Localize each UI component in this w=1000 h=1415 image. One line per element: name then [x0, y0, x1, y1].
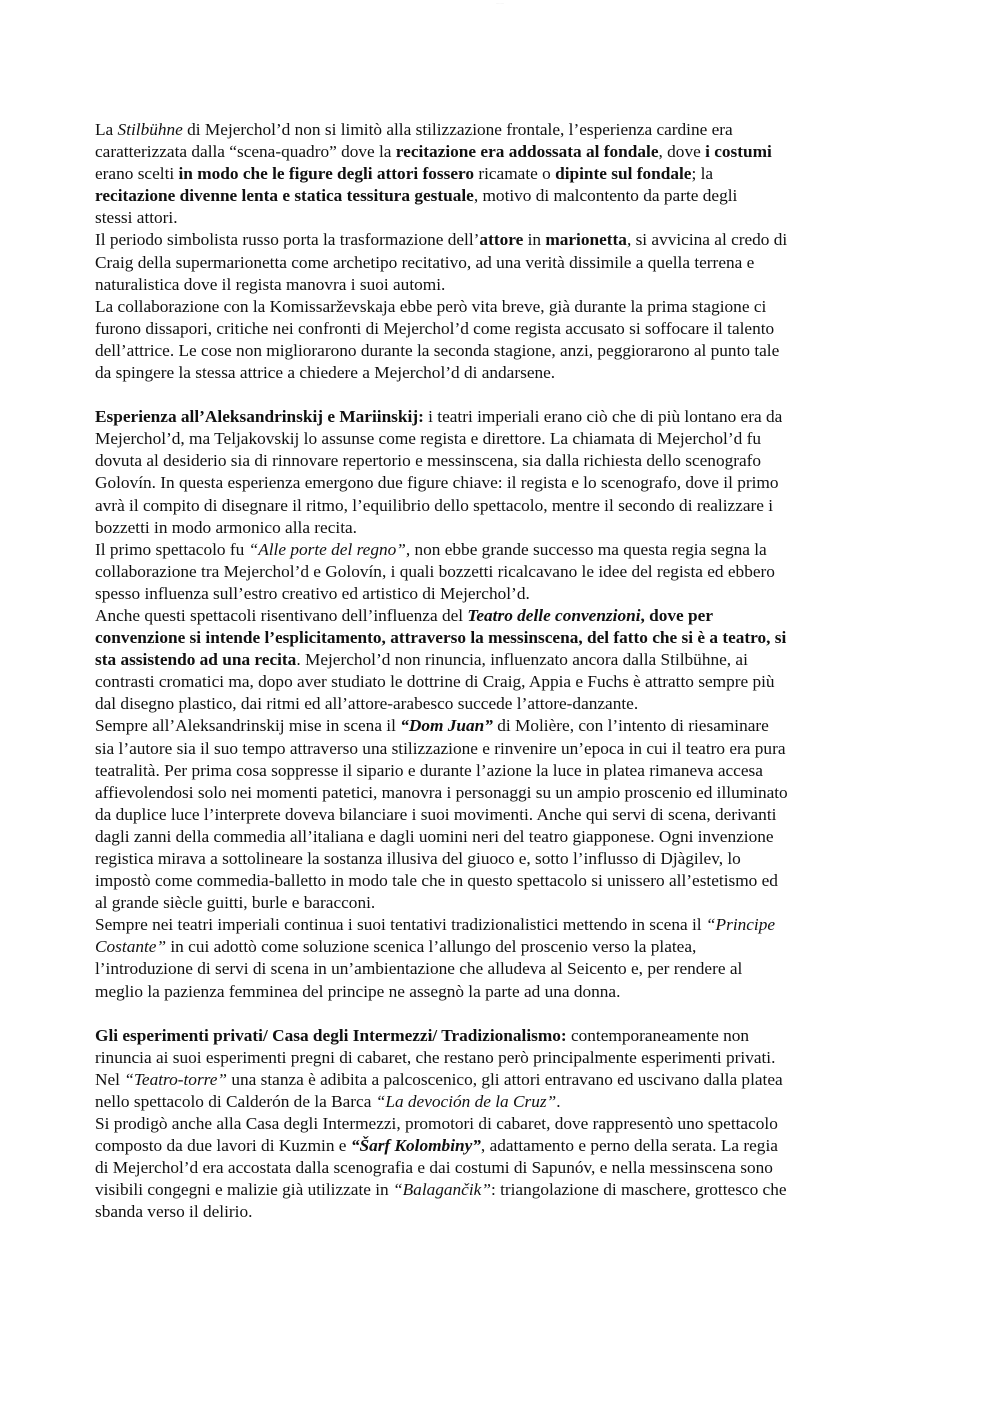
- text-line: [95, 252, 910, 274]
- italic-text: “La devoción de la Cruz”: [375, 1091, 557, 1111]
- body-text: naturalistica dove il regista manovra i suoi automi.: [95, 274, 446, 294]
- italic-text: “Balagančik”: [393, 1180, 491, 1200]
- body-text: dovuta al desiderio sia di rinnovare repertorio e messinscena, sia dalla richiesta dello scenografo: [95, 451, 762, 471]
- bold-text: i costumi: [705, 142, 772, 162]
- body-text: ricamate o: [474, 164, 556, 184]
- text-line: [95, 738, 910, 760]
- text-line: [95, 826, 910, 848]
- body-text: La collaborazione con la Komissarževskaja ebbe però vita breve, già durante la prima stagione ci: [95, 296, 767, 316]
- body-text: teatralità. Per prima cosa soppresse il sipario e durante l’azione la luce in platea rimaneva accesa: [95, 760, 763, 780]
- bold-text: Esperienza all’Aleksandrinskij e Mariinskij:: [95, 407, 424, 427]
- body-text: di Molière, con l’intento di riesaminare: [492, 716, 769, 736]
- text-line: [95, 583, 910, 605]
- body-text: sbanda verso il delirio.: [95, 1202, 253, 1222]
- body-text: contemporaneamente non: [566, 1025, 749, 1045]
- text-line: [95, 495, 910, 517]
- body-text: avrà il compito di disegnare il ritmo, l’equilibrio dello spettacolo, mentre il secondo di realizzare i: [95, 495, 774, 515]
- body-text: , motivo di malcontento da parte degli: [473, 186, 738, 206]
- body-text: al grande siècle guitti, burle e baracconi.: [95, 893, 376, 913]
- bold-text: marionetta: [545, 230, 627, 250]
- body-text: Nel: [95, 1069, 125, 1089]
- paragraph-gap: [95, 1003, 910, 1025]
- body-text: Craig della supermarionetta come archetipo recitativo, ad una verità dissimile a quella terrena e: [95, 252, 755, 272]
- text-line: [95, 914, 910, 936]
- body-text: bozzetti in modo armonico alla recita.: [95, 517, 357, 537]
- body-text: furono dissapori, critiche nei confronti di Mejerchol’d come regista accusato si soffocare il talento: [95, 318, 775, 338]
- bold-italic-text: “Šarf Kolombiny”: [350, 1136, 481, 1156]
- text-line: [95, 605, 910, 627]
- text-line: [95, 649, 910, 671]
- body-text: una stanza è adibita a palcoscenico, gli attori entravano ed uscivano dalla platea: [227, 1069, 783, 1089]
- body-text: i teatri imperiali erano ciò che di più lontano era da: [423, 407, 783, 427]
- body-text: Sempre nei teatri imperiali continua i suoi tentativi tradizionalistici mettendo in scena il: [95, 915, 706, 935]
- text-line: [95, 936, 910, 958]
- text-line: [95, 892, 910, 914]
- text-line: [95, 1069, 910, 1091]
- text-line: [95, 472, 910, 494]
- text-line: [95, 671, 910, 693]
- text-line: [95, 296, 910, 318]
- body-text: , dove: [658, 142, 706, 162]
- text-line: [95, 207, 910, 229]
- text-line: [95, 539, 910, 561]
- text-line: [95, 406, 910, 428]
- body-text: in: [523, 230, 546, 250]
- text-line: [95, 1157, 910, 1179]
- bold-text: Gli esperimenti privati/ Casa degli Intermezzi/ Tradizionalismo:: [95, 1025, 567, 1045]
- body-text: Mejerchol’d, ma Teljakovskij lo assunse come regista e direttore. La chiamata di Mejerchol’d fu: [95, 429, 761, 449]
- bold-italic-text: Teatro delle convenzioni: [467, 605, 641, 625]
- body-text: Golovín. In questa esperienza emergono due figure chiave: il regista e lo scenografo, dove il primo: [95, 473, 779, 493]
- bold-text: sta assistendo ad una recita: [95, 650, 297, 670]
- text-line: [95, 1201, 910, 1223]
- body-text: impostò come commedia-balletto in modo tale che in questo spettacolo si unissero all’estetismo ed: [95, 871, 778, 891]
- italic-text: Stilbühne: [117, 120, 183, 139]
- body-text: , non ebbe grande successo ma questa regia segna la: [405, 539, 767, 559]
- body-text: visibili congegni e malizie già utilizzate in: [95, 1180, 394, 1200]
- body-text: Il periodo simbolista russo porta la trasformazione dell’: [95, 230, 480, 250]
- italic-text: Costante”: [95, 937, 167, 957]
- text-line: [95, 958, 910, 980]
- text-line: [95, 517, 910, 539]
- italic-text: “Teatro-torre”: [124, 1069, 228, 1089]
- body-text: Il primo spettacolo fu: [95, 539, 249, 559]
- body-text: di Mejerchol’d non si limitò alla stilizzazione frontale, l’esperienza cardine era: [182, 120, 733, 139]
- body-text: in cui adottò come soluzione scenica l’allungo del proscenio verso la platea,: [166, 937, 697, 957]
- body-text: contrasti cromatici ma, dopo aver studiato le dottrine di Craig, Appia e Fuchs è attratto sempre più: [95, 672, 775, 692]
- text-line: [95, 1179, 910, 1201]
- body-text: l’introduzione di servi di scena in un’ambientazione che alludeva al Seicento e, per rendere al: [95, 959, 743, 979]
- text-line: [95, 870, 910, 892]
- text-line: [95, 848, 910, 870]
- body-text: Sempre all’Aleksandrinskij mise in scena il: [95, 716, 401, 736]
- body-text: sia l’autore sia il suo tempo attraverso una stilizzazione e rinvenire un’epoca in cui il teatro era pura: [95, 738, 786, 758]
- body-text: stessi attori.: [95, 208, 178, 228]
- bold-text: attore: [479, 230, 524, 250]
- bold-text: convenzione si intende l’esplicitamento, attraverso la messinscena, del fatto che si è a teatro, si: [95, 628, 787, 648]
- body-text: nello spettacolo di Calderón de la Barca: [95, 1091, 376, 1111]
- body-text: Si prodigò anche alla Casa degli Intermezzi, promotori di cabaret, dove rappresentò uno spettacolo: [95, 1114, 778, 1134]
- text-line: [95, 362, 910, 384]
- body-text: , adattamento e perno della serata. La regia: [480, 1136, 778, 1156]
- text-line: [95, 693, 910, 715]
- paragraph-p1: [95, 119, 910, 384]
- text-line: [95, 1091, 910, 1113]
- bold-text: , dove per: [640, 605, 713, 625]
- bold-text: in modo che le figure degli attori fossero: [178, 164, 475, 184]
- text-line: [95, 981, 910, 1003]
- document-body: [95, 119, 910, 1224]
- text-line: [95, 274, 910, 296]
- paragraph-p2: [95, 406, 910, 1003]
- text-line: [95, 760, 910, 782]
- body-text: Anche questi spettacoli risentivano dell’influenza del: [95, 605, 468, 625]
- bold-text: recitazione divenne lenta e statica tessitura gestuale: [95, 186, 474, 206]
- body-text: di Mejerchol’d era accostata dalla scenografia e dai costumi di Sapunóv, e nella messinscena sono: [95, 1158, 773, 1178]
- body-text: : triangolazione di maschere, grottesco che: [490, 1180, 787, 1200]
- body-text: La: [95, 120, 118, 139]
- text-line: [95, 1113, 910, 1135]
- text-line: [95, 1047, 910, 1069]
- text-line: [95, 1135, 910, 1157]
- bold-text: dipinte sul fondale: [555, 164, 692, 184]
- text-line: [95, 1025, 910, 1047]
- body-text: erano scelti: [95, 164, 179, 184]
- body-text: . Mejerchol’d non rinuncia, influenzato ancora dalla Stilbühne, ai: [296, 650, 748, 670]
- body-text: caratterizzata dalla “scena-quadro” dove la: [95, 142, 396, 162]
- text-line: [95, 627, 910, 649]
- body-text: .: [556, 1091, 561, 1111]
- body-text: , si avvicina al credo di: [626, 230, 788, 250]
- body-text: spesso influenza sull’estro creativo ed artistico di Mejerchol’d.: [95, 583, 530, 603]
- italic-text: “Alle porte del regno”: [248, 539, 406, 559]
- text-line: [95, 185, 910, 207]
- body-text: dell’attrice. Le cose non migliorarono durante la seconda stagione, anzi, peggiorarono al punto tale: [95, 340, 780, 360]
- text-line: [95, 141, 910, 163]
- text-line: [95, 428, 910, 450]
- text-line: [95, 318, 910, 340]
- body-text: ; la: [691, 164, 714, 184]
- text-line: [95, 561, 910, 583]
- text-line: [95, 450, 910, 472]
- body-text: collaborazione tra Mejerchol’d e Golovín, i quali bozzetti ricalcavano le idee del regista ed ebbero: [95, 561, 775, 581]
- paragraph-gap: [95, 384, 910, 406]
- paragraph-p3: [95, 1025, 910, 1224]
- body-text: meglio la pazienza femminea del principe ne assegnò la parte ad una donna.: [95, 981, 621, 1001]
- body-text: dal disegno plastico, dai ritmi ed all’attore-arabesco succede l’attore-danzante.: [95, 694, 639, 714]
- body-text: composto da due lavori di Kuzmin e: [95, 1136, 351, 1156]
- text-line: [95, 782, 910, 804]
- body-text: da spingere la stessa attrice a chiedere a Mejerchol’d di andarsene.: [95, 363, 556, 383]
- text-line: [95, 229, 910, 251]
- body-text: rinuncia ai suoi esperimenti pregni di cabaret, che restano però principalmente esperimenti privati.: [95, 1047, 776, 1067]
- text-line: [95, 715, 910, 737]
- body-text: da duplice luce l’interprete doveva bilanciare i suoi movimenti. Anche qui servi di scena, derivanti: [95, 804, 777, 824]
- bold-text: recitazione era addossata al fondale: [395, 142, 659, 162]
- text-line: [95, 119, 910, 141]
- body-text: affievolendosi solo nei momenti patetici, manovra i personaggi su un ampio proscenio ed illuminato: [95, 782, 788, 802]
- body-text: dagli zanni della commedia all’italiana e dagli uomini neri del teatro giapponese. Ogni invenzione: [95, 826, 774, 846]
- text-line: [95, 163, 910, 185]
- page-header-mark: ..........: [495, 1, 505, 5]
- text-line: [95, 804, 910, 826]
- text-line: [95, 340, 910, 362]
- body-text: registica mirava a sottolineare la sostanza illusiva del giuoco e, sotto l’influsso di Djàgilev, lo: [95, 849, 741, 868]
- bold-italic-text: “Dom Juan”: [400, 716, 493, 736]
- italic-text: “Principe: [705, 915, 776, 935]
